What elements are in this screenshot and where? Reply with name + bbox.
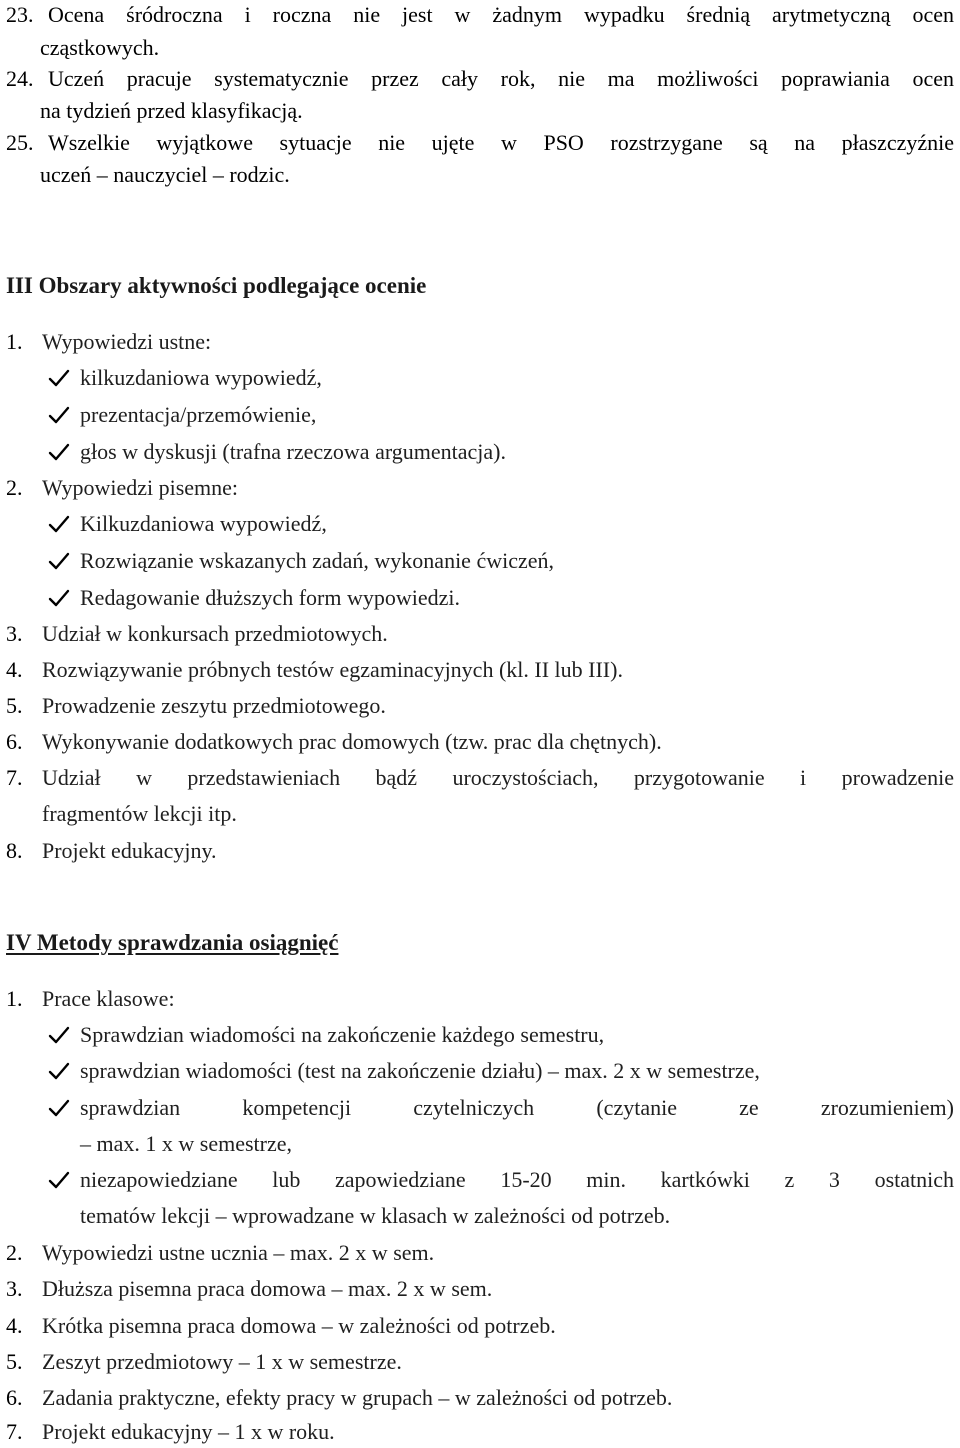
section-heading: IV Metody sprawdzania osiągnięć (6, 930, 339, 955)
item-number: 24. (6, 66, 34, 91)
bullet-text: Kilkuzdaniowa wypowiedź, (80, 511, 327, 536)
checkmark-icon (48, 550, 70, 572)
item-number: 8. (6, 838, 23, 863)
bullet-text: sprawdzian wiadomości (test na zakończenie działu) – max. 2 x w semestrze, (80, 1058, 760, 1083)
item-text: Udział w konkursach przedmiotowych. (42, 621, 388, 646)
checkmark-icon (48, 513, 70, 535)
item-text: Wypowiedzi ustne: (42, 329, 212, 354)
item-text: Wszelkie wyjątkowe sytuacje nie ujęte w PSO rozstrzygane są na płaszczyźnie (48, 130, 954, 155)
item-number: 7. (6, 1419, 23, 1444)
bullet-text: kilkuzdaniowa wypowiedź, (80, 365, 322, 390)
bullet-text: Rozwiązanie wskazanych zadań, wykonanie ćwiczeń, (80, 548, 554, 573)
bullet-text: głos w dyskusji (trafna rzeczowa argumentacja). (80, 439, 506, 464)
item-text: Wykonywanie dodatkowych prac domowych (tzw. prac dla chętnych). (42, 729, 662, 754)
section-heading: III Obszary aktywności podlegające ocenie (6, 273, 427, 298)
item-number: 23. (6, 2, 34, 27)
bullet-text-continued: tematów lekcji – wprowadzane w klasach w zależności od potrzeb. (80, 1203, 671, 1228)
item-text-continued: uczeń – nauczyciel – rodzic. (40, 162, 290, 187)
checkmark-icon (48, 1024, 70, 1046)
bullet-text: niezapowiedziane lub zapowiedziane 15-20 min. kartkówki z 3 ostatnich (80, 1167, 954, 1192)
item-text: Udział w przedstawieniach bądź uroczystościach, przygotowanie i prowadzenie (42, 765, 954, 790)
checkmark-icon (48, 404, 70, 426)
item-number: 4. (6, 657, 23, 682)
item-text: Uczeń pracuje systematycznie przez cały rok, nie ma możliwości poprawiania ocen (48, 66, 954, 91)
item-text-continued: na tydzień przed klasyfikacją. (40, 98, 303, 123)
item-number: 3. (6, 621, 23, 646)
item-number: 1. (6, 986, 23, 1011)
item-text-continued: fragmentów lekcji itp. (42, 801, 237, 826)
item-text: Prowadzenie zeszytu przedmiotowego. (42, 693, 386, 718)
checkmark-icon (48, 441, 70, 463)
item-text: Wypowiedzi pisemne: (42, 475, 239, 500)
item-number: 6. (6, 1385, 23, 1410)
checkmark-icon (48, 1060, 70, 1082)
item-text: Rozwiązywanie próbnych testów egzaminacyjnych (kl. II lub III). (42, 657, 623, 682)
item-text: Ocena śródroczna i roczna nie jest w żadnym wypadku średnią arytmetyczną ocen (48, 2, 954, 27)
checkmark-icon (48, 1169, 70, 1191)
item-number: 25. (6, 130, 34, 155)
item-number: 2. (6, 1240, 23, 1265)
item-text-continued: cząstkowych. (40, 35, 160, 60)
item-text: Zeszyt przedmiotowy – 1 x w semestrze. (42, 1349, 402, 1374)
bullet-text-continued: – max. 1 x w semestrze, (80, 1131, 292, 1156)
item-text: Prace klasowe: (42, 986, 175, 1011)
item-text: Projekt edukacyjny. (42, 838, 217, 863)
item-number: 5. (6, 1349, 23, 1374)
bullet-text: sprawdzian kompetencji czytelniczych (czytanie ze zrozumieniem) (80, 1095, 954, 1120)
item-text: Projekt edukacyjny – 1 x w roku. (42, 1419, 335, 1444)
item-text: Wypowiedzi ustne ucznia – max. 2 x w sem. (42, 1240, 435, 1265)
item-text: Zadania praktyczne, efekty pracy w grupach – w zależności od potrzeb. (42, 1385, 673, 1410)
bullet-text: Redagowanie dłuższych form wypowiedzi. (80, 585, 460, 610)
item-number: 4. (6, 1313, 23, 1338)
bullet-text: Sprawdzian wiadomości na zakończenie każdego semestru, (80, 1022, 605, 1047)
checkmark-icon (48, 1097, 70, 1119)
item-text: Dłuższa pisemna praca domowa – max. 2 x w sem. (42, 1276, 493, 1301)
checkmark-icon (48, 367, 70, 389)
item-number: 3. (6, 1276, 23, 1301)
item-number: 1. (6, 329, 23, 354)
item-number: 7. (6, 765, 23, 790)
bullet-text: prezentacja/przemówienie, (80, 402, 317, 427)
item-number: 6. (6, 729, 23, 754)
item-number: 2. (6, 475, 23, 500)
checkmark-icon (48, 587, 70, 609)
item-text: Krótka pisemna praca domowa – w zależności od potrzeb. (42, 1313, 556, 1338)
item-number: 5. (6, 693, 23, 718)
